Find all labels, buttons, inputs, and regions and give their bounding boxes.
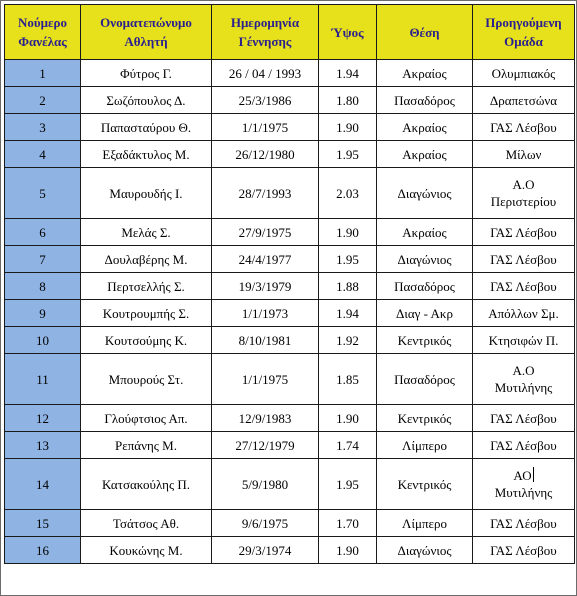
cell-previous-team xyxy=(473,87,575,114)
table-row xyxy=(5,273,575,300)
cell-height: 2.03 xyxy=(319,168,377,219)
cell-athlete-name: Σωζόπουλος Δ. xyxy=(81,87,212,114)
cell-jersey-number: 7 xyxy=(5,246,81,273)
previous-team-line: Μίλων xyxy=(505,146,542,162)
table-row xyxy=(5,327,575,354)
previous-team-line: Α.Ο xyxy=(512,363,535,378)
header-previous-team-line1: Προηγούμενη xyxy=(485,15,562,30)
cell-height: 1.95 xyxy=(319,459,377,510)
cell-jersey-number: 14 xyxy=(5,459,81,510)
cell-jersey-number: 11 xyxy=(5,354,81,405)
cell-athlete-name: Περτσελλής Σ. xyxy=(81,273,212,300)
cell-birth-date: 5/9/1980 xyxy=(212,459,319,510)
cell-jersey-number: 6 xyxy=(5,219,81,246)
cell-height: 1.80 xyxy=(319,87,377,114)
previous-team-line: ΑΟ xyxy=(513,468,532,483)
cell-previous-team xyxy=(473,405,575,432)
cell-jersey-number: 2 xyxy=(5,87,81,114)
table-row xyxy=(5,537,575,564)
cell-previous-team xyxy=(473,327,575,354)
cell-birth-date: 19/3/1979 xyxy=(212,273,319,300)
cell-athlete-name: Κουτρουμπής Σ. xyxy=(81,300,212,327)
cell-position: Ακραίος xyxy=(377,219,473,246)
cell-position: Διαγ - Ακρ xyxy=(377,300,473,327)
cell-athlete-name: Ρεπάνης Μ. xyxy=(81,432,212,459)
cell-previous-team xyxy=(473,354,575,405)
cell-height: 1.92 xyxy=(319,327,377,354)
cell-height: 1.90 xyxy=(319,537,377,564)
table-row xyxy=(5,87,575,114)
cell-jersey-number: 16 xyxy=(5,537,81,564)
table-row xyxy=(5,168,575,219)
cell-previous-team xyxy=(473,114,575,141)
previous-team-line: ΓΑΣ Λέσβου xyxy=(490,515,557,531)
cell-birth-date: 24/4/1977 xyxy=(212,246,319,273)
previous-team-line: Κτησιφών Π. xyxy=(488,332,559,348)
previous-team-line: Απόλλων Σμ. xyxy=(488,305,559,321)
cell-previous-team xyxy=(473,273,575,300)
table-body xyxy=(5,60,575,564)
header-athlete-name-line2: Αθλητή xyxy=(124,34,168,49)
cell-jersey-number: 10 xyxy=(5,327,81,354)
previous-team-line: Α.Ο xyxy=(512,177,535,192)
cell-position: Πασαδόρος xyxy=(377,87,473,114)
cell-jersey-number: 4 xyxy=(5,141,81,168)
cell-position: Διαγώνιος xyxy=(377,168,473,219)
cell-athlete-name: Μελάς Σ. xyxy=(81,219,212,246)
cell-athlete-name: Μαυρουδής Ι. xyxy=(81,168,212,219)
cell-previous-team xyxy=(473,537,575,564)
cell-position: Κεντρικός xyxy=(377,327,473,354)
previous-team-line: ΓΑΣ Λέσβου xyxy=(490,119,557,135)
cell-position: Κεντρικός xyxy=(377,405,473,432)
header-previous-team xyxy=(473,5,575,60)
cell-birth-date: 25/3/1986 xyxy=(212,87,319,114)
cell-position: Λίμπερο xyxy=(377,432,473,459)
cell-previous-team xyxy=(473,432,575,459)
previous-team-line: ΓΑΣ Λέσβου xyxy=(490,224,557,240)
cell-height: 1.74 xyxy=(319,432,377,459)
cell-birth-date: 1/1/1973 xyxy=(212,300,319,327)
cell-birth-date: 27/9/1975 xyxy=(212,219,319,246)
table-row xyxy=(5,246,575,273)
cell-position: Πασαδόρος xyxy=(377,354,473,405)
cell-jersey-number: 13 xyxy=(5,432,81,459)
previous-team-line: ΓΑΣ Λέσβου xyxy=(490,410,557,426)
text-cursor xyxy=(533,467,534,482)
table-row xyxy=(5,114,575,141)
cell-jersey-number: 15 xyxy=(5,510,81,537)
header-athlete-name xyxy=(81,5,212,60)
cell-birth-date: 29/3/1974 xyxy=(212,537,319,564)
cell-athlete-name: Κατσακούλης Π. xyxy=(81,459,212,510)
header-birth-date-line1: Ημερομηνία xyxy=(230,15,300,30)
header-birth-date xyxy=(212,5,319,60)
cell-previous-team xyxy=(473,459,575,510)
previous-team-line: ΓΑΣ Λέσβου xyxy=(490,251,557,267)
table-row xyxy=(5,354,575,405)
header-height xyxy=(319,5,377,60)
cell-jersey-number: 3 xyxy=(5,114,81,141)
cell-athlete-name: Γλούφτσιος Απ. xyxy=(81,405,212,432)
previous-team-line: ΓΑΣ Λέσβου xyxy=(490,542,557,558)
previous-team-line: ΓΑΣ Λέσβου xyxy=(490,278,557,294)
cell-previous-team xyxy=(473,246,575,273)
cell-birth-date: 1/1/1975 xyxy=(212,354,319,405)
cell-height: 1.85 xyxy=(319,354,377,405)
header-jersey-number-line2: Φανέλας xyxy=(18,34,67,49)
cell-height: 1.95 xyxy=(319,141,377,168)
cell-position: Ακραίος xyxy=(377,141,473,168)
cell-athlete-name: Εξαδάκτυλος Μ. xyxy=(81,141,212,168)
cell-previous-team xyxy=(473,300,575,327)
table-row xyxy=(5,141,575,168)
cell-jersey-number: 5 xyxy=(5,168,81,219)
cell-athlete-name: Κουκώνης Μ. xyxy=(81,537,212,564)
cell-jersey-number: 9 xyxy=(5,300,81,327)
table-row xyxy=(5,459,575,510)
cell-athlete-name: Τσάτσος Αθ. xyxy=(81,510,212,537)
cell-height: 1.70 xyxy=(319,510,377,537)
table-row xyxy=(5,510,575,537)
previous-team-line: ΓΑΣ Λέσβου xyxy=(490,437,557,453)
header-previous-team-line2: Ομάδα xyxy=(504,34,543,49)
previous-team-line: Ολυμπιακός xyxy=(491,65,556,81)
cell-position: Διαγώνιος xyxy=(377,537,473,564)
roster-table xyxy=(4,4,575,564)
table-row xyxy=(5,300,575,327)
cell-athlete-name: Δουλαβέρης Μ. xyxy=(81,246,212,273)
cell-birth-date: 12/9/1983 xyxy=(212,405,319,432)
cell-athlete-name: Μπουρούς Στ. xyxy=(81,354,212,405)
cell-height: 1.94 xyxy=(319,60,377,87)
table-row xyxy=(5,432,575,459)
header-jersey-number xyxy=(5,5,81,60)
header-position-line1: Θέση xyxy=(409,24,440,40)
cell-birth-date: 28/7/1993 xyxy=(212,168,319,219)
cell-athlete-name: Παπασταύρου Θ. xyxy=(81,114,212,141)
cell-birth-date: 26 / 04 / 1993 xyxy=(212,60,319,87)
cell-athlete-name: Κουτσούμης Κ. xyxy=(81,327,212,354)
cell-position: Κεντρικός xyxy=(377,459,473,510)
table-row xyxy=(5,219,575,246)
cell-position: Πασαδόρος xyxy=(377,273,473,300)
cell-position: Ακραίος xyxy=(377,114,473,141)
cell-height: 1.90 xyxy=(319,114,377,141)
previous-team-line: Περιστερίου xyxy=(490,194,557,209)
cell-previous-team xyxy=(473,60,575,87)
cell-athlete-name: Φύτρος Γ. xyxy=(81,60,212,87)
cell-birth-date: 1/1/1975 xyxy=(212,114,319,141)
cell-height: 1.95 xyxy=(319,246,377,273)
cell-position: Λίμπερο xyxy=(377,510,473,537)
cell-height: 1.90 xyxy=(319,219,377,246)
header-birth-date-line2: Γέννησης xyxy=(238,34,292,49)
previous-team-line: Δραπετσώνα xyxy=(489,92,558,108)
cell-jersey-number: 8 xyxy=(5,273,81,300)
cell-previous-team xyxy=(473,168,575,219)
table-header xyxy=(5,5,575,60)
cell-position: Διαγώνιος xyxy=(377,246,473,273)
cell-jersey-number: 12 xyxy=(5,405,81,432)
cell-height: 1.88 xyxy=(319,273,377,300)
header-position xyxy=(377,5,473,60)
cell-previous-team xyxy=(473,219,575,246)
previous-team-line: Μυτιλήνης xyxy=(494,485,553,500)
cell-height: 1.90 xyxy=(319,405,377,432)
cell-birth-date: 26/12/1980 xyxy=(212,141,319,168)
header-jersey-number-line1: Νούμερο xyxy=(17,15,68,30)
previous-team-line: Μυτιλήνης xyxy=(494,380,553,395)
cell-height: 1.94 xyxy=(319,300,377,327)
cell-birth-date: 9/6/1975 xyxy=(212,510,319,537)
header-athlete-name-line1: Ονοματεπώνυμο xyxy=(100,15,192,30)
table-row xyxy=(5,60,575,87)
cell-jersey-number: 1 xyxy=(5,60,81,87)
cell-previous-team xyxy=(473,141,575,168)
cell-previous-team xyxy=(473,510,575,537)
cell-birth-date: 8/10/1981 xyxy=(212,327,319,354)
cell-birth-date: 27/12/1979 xyxy=(212,432,319,459)
table-row xyxy=(5,405,575,432)
cell-position: Ακραίος xyxy=(377,60,473,87)
header-height-line1: Ύψος xyxy=(331,24,364,40)
